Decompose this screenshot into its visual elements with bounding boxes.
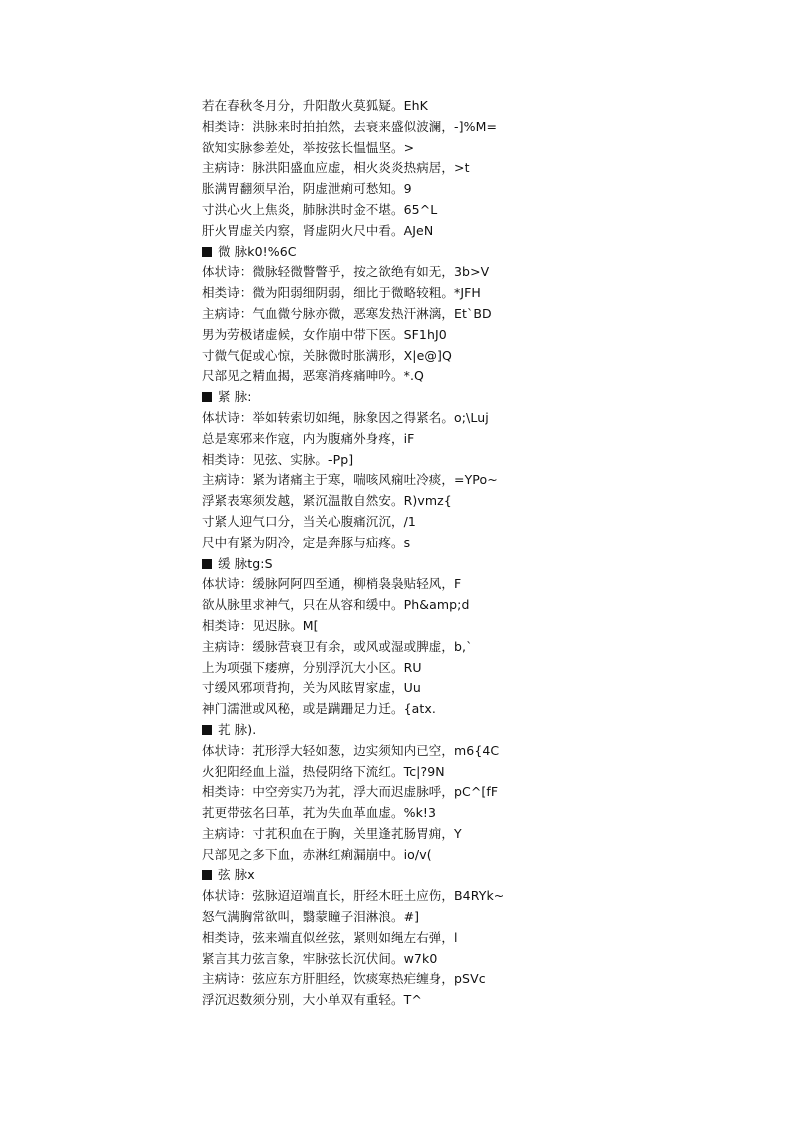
text-line: [202, 304, 762, 325]
line-text: 体状诗：微脉轻微瞥瞥乎，按之欲绝有如无，3b>V: [202, 264, 490, 280]
text-line: [202, 158, 762, 179]
line-text: 体状诗：举如转索切如绳，脉象因之得紧名。o;\Luj: [202, 409, 489, 425]
text-line: [202, 616, 762, 637]
line-text: 怒气满胸常欲叫，翳蒙瞳子泪淋浪。#]: [202, 909, 420, 925]
text-line: [202, 262, 762, 283]
text-line: [202, 533, 762, 554]
text-line: [202, 969, 762, 990]
text-line: [202, 803, 762, 824]
line-text: 相类诗：见迟脉。M[: [202, 617, 319, 633]
text-line: [202, 366, 762, 387]
text-line: [202, 179, 762, 200]
text-line: [202, 637, 762, 658]
black-square-icon: [202, 870, 212, 880]
line-text: 浮紧表寒须发越，紧沉温散自然安。R)vmz{: [202, 493, 452, 509]
text-line: [202, 678, 762, 699]
text-line: [202, 574, 762, 595]
line-text: 肝火胃虚关内察，肾虚阴火尺中看。AJeN: [202, 222, 434, 238]
text-line: [202, 824, 762, 845]
line-text: 寸紧人迎气口分，当关心腹痛沉沉，/1: [202, 513, 416, 529]
heading-text: 紧 脉:: [218, 389, 252, 405]
text-line: [202, 741, 762, 762]
text-line: [202, 658, 762, 679]
line-text: 紧言其力弦言象，牢脉弦长沉伏间。w7k0: [202, 950, 438, 966]
text-line: [202, 907, 762, 928]
text-line: [202, 200, 762, 221]
section-heading: [202, 387, 762, 408]
line-text: 胀满胃翻须早治，阴虚泄痢可愁知。9: [202, 181, 412, 197]
line-text: 男为劳极诸虚候，女作崩中带下医。SF1hJ0: [202, 326, 447, 342]
line-text: 相类诗：见弦、实脉。-Pp]: [202, 451, 354, 467]
black-square-icon: [202, 725, 212, 735]
line-text: 上为项强下痿痹，分别浮沉大小区。RU: [202, 659, 422, 675]
text-line: [202, 429, 762, 450]
text-line: [202, 138, 762, 159]
line-text: 若在春秋冬月分，升阳散火莫狐疑。EhK: [202, 98, 428, 113]
text-line: [202, 990, 762, 1011]
line-text: 神门濡泄或风秘，或是蹒跚足力迁。{atx.: [202, 701, 436, 717]
heading-text: 弦 脉x: [218, 867, 255, 883]
line-text: 浮沉迟数须分别，大小单双有重轻。T^: [202, 992, 422, 1008]
text-line: [202, 283, 762, 304]
line-text: 寸缓风邪项背拘，关为风眩胃家虚，Uu: [202, 680, 421, 696]
text-line: [202, 96, 762, 117]
text-line: [202, 450, 762, 471]
line-text: 寸微气促或心惊，关脉微时胀满形，X|e@]Q: [202, 347, 452, 363]
line-text: 尺部见之多下血，赤淋红痢漏崩中。io/v(: [202, 846, 432, 862]
text-line: [202, 221, 762, 242]
line-text: 相类诗：中空旁实乃为芤，浮大而迟虚脉呼，pC^[fF: [202, 784, 499, 800]
text-line: [202, 512, 762, 533]
black-square-icon: [202, 559, 212, 569]
text-line: [202, 491, 762, 512]
heading-text: 缓 脉tg:S: [218, 555, 273, 571]
text-line: [202, 595, 762, 616]
text-line: [202, 346, 762, 367]
text-line: [202, 699, 762, 720]
heading-text: 微 脉k0!%6C: [218, 243, 297, 259]
line-text: 相类诗：微为阳弱细阴弱，细比于微略较粗。*JFH: [202, 285, 481, 301]
text-line: [202, 762, 762, 783]
text-line: [202, 117, 762, 138]
line-text: 主病诗：弦应东方肝胆经，饮痰寒热疟缠身，pSVc: [202, 971, 486, 987]
line-text: 尺中有紧为阴冷，定是奔豚与疝疼。s: [202, 534, 411, 550]
text-line: [202, 470, 762, 491]
line-text: 主病诗：气血微兮脉亦微，恶寒发热汗淋漓，Et`BD: [202, 305, 492, 321]
black-square-icon: [202, 392, 212, 402]
line-text: 芤更带弦名曰革，芤为失血革血虚。%k!3: [202, 805, 437, 821]
text-line: [202, 886, 762, 907]
line-text: 火犯阳经血上溢，热侵阴络下流红。Tc|?9N: [202, 763, 445, 779]
text-line: [202, 782, 762, 803]
black-square-icon: [202, 247, 212, 257]
text-line: [202, 845, 762, 866]
text-line: [202, 949, 762, 970]
section-heading: [202, 242, 762, 263]
line-text: 相类诗，弦来端直似丝弦，紧则如绳左右弹，l: [202, 929, 458, 945]
section-heading: [202, 720, 762, 741]
line-text: 体状诗：缓脉阿阿四至通，柳梢袅袅贴轻风，F: [202, 576, 462, 592]
line-text: 尺部见之精血揭，恶寒消疼痛呻吟。*.Q: [202, 368, 424, 384]
line-text: 体状诗：芤形浮大轻如葱，边实须知内已空，m6{4C: [202, 742, 500, 758]
text-line: [202, 928, 762, 949]
line-text: 主病诗：寸芤积血在于胸，关里逢芤肠胃痈，Y: [202, 825, 462, 841]
line-text: 主病诗：紧为诸痛主于寒，喘咳风痫吐冷痰，=YPo~: [202, 472, 498, 488]
line-text: 主病诗：脉洪阳盛血应虚，相火炎炎热病居，>t: [202, 160, 470, 176]
section-heading: [202, 865, 762, 886]
line-text: 体状诗：弦脉迢迢端直长，肝经木旺土应伤，B4RYk~: [202, 888, 505, 904]
document-page: [202, 96, 762, 1011]
section-heading: [202, 554, 762, 575]
heading-text: 芤 脉).: [218, 721, 257, 737]
line-text: 欲知实脉参差处，举按弦长愠愠坚。>: [202, 139, 415, 155]
line-text: 主病诗：缓脉营衰卫有余，或风或湿或脾虚，b,`: [202, 638, 473, 654]
line-text: 相类诗：洪脉来时拍拍然，去衰来盛似波澜，-]%M=: [202, 118, 498, 134]
text-line: [202, 325, 762, 346]
line-text: 寸洪心火上焦炎，肺脉洪时金不堪。65^L: [202, 201, 438, 217]
line-text: 欲从脉里求神气，只在从容和缓中。Ph&amp;d: [202, 597, 470, 613]
line-text: 总是寒邪来作寇，内为腹痛外身疼，iF: [202, 430, 415, 446]
text-line: [202, 408, 762, 429]
